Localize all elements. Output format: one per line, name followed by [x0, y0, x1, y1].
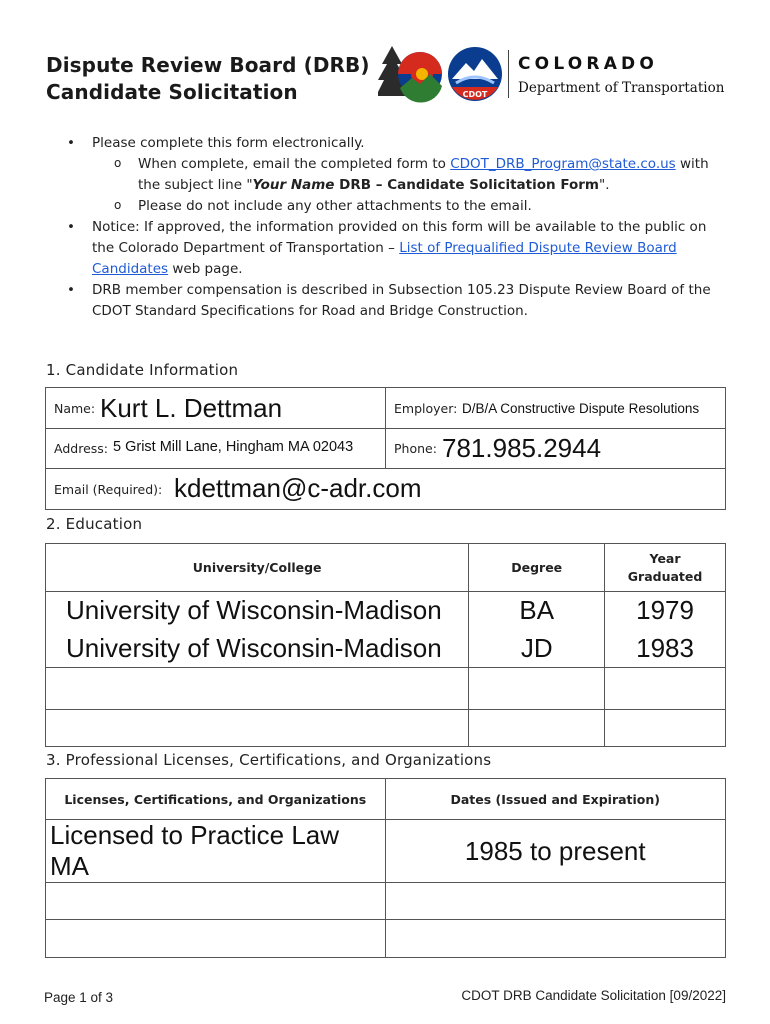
bullet-complete-electronically: • Please complete this form electronically.	[66, 133, 726, 154]
section-candidate-heading: 1. Candidate Information	[46, 361, 239, 379]
table-row	[46, 592, 726, 630]
year-cell[interactable]: 1983	[605, 630, 726, 668]
prequalified-list-link-cont[interactable]: Candidates	[92, 261, 169, 277]
education-table	[45, 543, 726, 747]
logo-divider	[508, 50, 509, 98]
section-education-heading: 2. Education	[46, 515, 143, 533]
license-cell[interactable]	[46, 883, 386, 920]
cdot-logo	[378, 44, 738, 104]
phone-value: 781.985.2944	[442, 433, 602, 463]
university-cell[interactable]: University of Wisconsin-Madison	[46, 630, 469, 668]
cdot-badge-text: CDOT	[462, 90, 488, 99]
col-degree: Degree	[469, 544, 605, 592]
table-row	[46, 883, 726, 920]
year-cell[interactable]	[605, 668, 726, 710]
col-university: University/College	[46, 544, 469, 592]
page-title	[46, 52, 370, 106]
email-label: Email (Required):	[54, 482, 163, 497]
licenses-header-row	[46, 779, 726, 820]
employer-label: Employer:	[394, 401, 458, 416]
email-link[interactable]: CDOT_DRB_Program@state.co.us	[450, 156, 676, 172]
col-dates: Dates (Issued and Expiration)	[385, 779, 725, 820]
email-field[interactable]	[45, 468, 726, 510]
year-cell[interactable]: 1979	[605, 592, 726, 630]
name-value: Kurt L. Dettman	[100, 393, 283, 423]
degree-cell[interactable]	[469, 710, 605, 747]
table-row	[46, 710, 726, 747]
colorado-wordmark: COLORADO	[518, 54, 659, 74]
document-id: CDOT DRB Candidate Solicitation [09/2022]	[461, 988, 726, 1003]
degree-cell[interactable]: JD	[469, 630, 605, 668]
section-licenses-heading: 3. Professional Licenses, Certifications, and Organizations	[46, 751, 492, 769]
address-label: Address:	[54, 441, 108, 456]
department-name: Department of Transportation	[518, 80, 725, 96]
university-cell[interactable]	[46, 710, 469, 747]
col-year-graduated: Year Graduated	[605, 544, 726, 592]
dates-cell[interactable]: 1985 to present	[385, 820, 725, 883]
address-field[interactable]	[45, 428, 386, 469]
license-cell[interactable]: Licensed to Practice Law MA	[46, 820, 386, 883]
license-cell[interactable]	[46, 920, 386, 958]
name-field[interactable]	[45, 387, 386, 429]
degree-cell[interactable]: BA	[469, 592, 605, 630]
licenses-table	[45, 778, 726, 958]
cdot-badge-icon	[446, 45, 504, 103]
name-label: Name:	[54, 401, 96, 416]
prequalified-list-link[interactable]: List of Prequalified Dispute Review Board	[399, 240, 677, 256]
instructions	[66, 133, 726, 322]
university-cell[interactable]	[46, 668, 469, 710]
university-cell[interactable]: University of Wisconsin-Madison	[46, 592, 469, 630]
dates-cell[interactable]	[385, 883, 725, 920]
table-row	[46, 920, 726, 958]
title-line-2: Candidate Solicitation	[46, 80, 298, 104]
address-value: 5 Grist Mill Lane, Hingham MA 02043	[113, 439, 354, 455]
employer-field[interactable]	[385, 387, 726, 429]
col-licenses: Licenses, Certifications, and Organizations	[46, 779, 386, 820]
table-row	[46, 668, 726, 710]
colorado-flag-tree-icon	[378, 44, 446, 104]
table-row	[46, 820, 726, 883]
subbullet-no-attachments: o Please do not include any other attachments to the email.	[66, 196, 726, 217]
education-header-row	[46, 544, 726, 592]
title-line-1: Dispute Review Board (DRB)	[46, 53, 370, 77]
page-number: Page 1 of 3	[44, 990, 114, 1005]
phone-field[interactable]	[385, 428, 726, 469]
employer-value: D/B/A Constructive Dispute Resolutions	[462, 401, 700, 416]
degree-cell[interactable]	[469, 668, 605, 710]
bullet-compensation: • DRB member compensation is described in Subsection 105.23 Dispute Review Board of the CDOT Standard Specifications for Road and Bridge Construction.	[66, 280, 726, 322]
dates-cell[interactable]	[385, 920, 725, 958]
phone-label: Phone:	[394, 441, 437, 456]
subbullet-email: o When complete, email the completed form to CDOT_DRB_Program@state.co.us with the subject line "Your Name DRB – Candidate Solicitation Form".	[66, 154, 726, 196]
year-cell[interactable]	[605, 710, 726, 747]
table-row	[46, 630, 726, 668]
bullet-notice: • Notice: If approved, the information provided on this form will be available to the public on the Colorado Department of Transportation – List of Prequalified Dispute Review Board Candidates web page.	[66, 217, 726, 280]
email-value: kdettman@c-adr.com	[174, 473, 422, 503]
